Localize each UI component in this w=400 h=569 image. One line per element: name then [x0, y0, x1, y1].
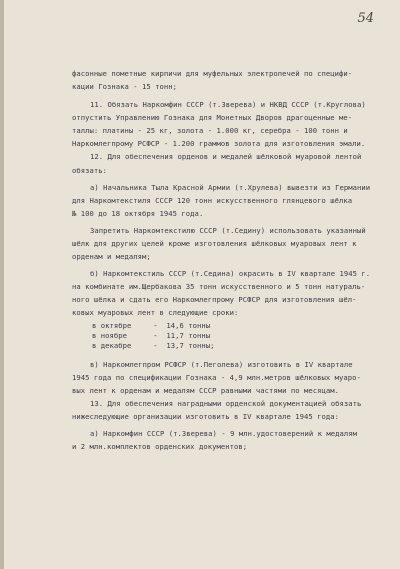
text-line: таллы: платины - 25 кг, золота - 1.000 кг, серебра - 100 тонн и [72, 126, 348, 135]
schedule-row: в октябре - 14,6 тонны [92, 321, 211, 330]
text-line: вых лент к орденам и медалям СССР равными частями по месяцам. [72, 386, 340, 395]
text-line: ного шёлка и сдать его Наркомлегпрому РСФСР для изготовления шёл- [72, 295, 357, 304]
text-line: и 2 млн.комплектов орденских документов; [72, 442, 248, 451]
text-line: ковых муаровых лент в следующие сроки: [72, 308, 239, 317]
text-line: нижеследующие организации изготовить в IV квартале 1945 года: [72, 412, 340, 421]
text-line: шёлк для других целей кроме изготовления шёлковых муаровых лент к [72, 239, 357, 248]
schedule-row: в ноябре - 11,7 тонны [92, 331, 211, 340]
text-line: 1945 года по спецификации Гознака - 4,9 млн.метров шёлковых муаро- [72, 373, 361, 382]
page-edge-shadow [0, 0, 4, 569]
text-line: кации Гознака - 15 тонн; [72, 82, 178, 91]
text-line: отпустить Управлению Гознака для Монетных Дворов драгоценные ме- [72, 113, 353, 122]
text-line: б) Наркомтекстиль СССР (т.Седина) окрасить в IV квартале 1945 г. [90, 269, 371, 278]
text-line: Наркомлегпрому РСФСР - 1.200 граммов золота для изготовления эмали. [72, 139, 366, 148]
text-line: фасонные пометные кирпичи для муфельных электропечей по специфи- [72, 69, 353, 78]
text-line: 13. Для обеспечения наградными орденской документацией обязать [90, 399, 362, 408]
text-line: Запретить Наркомтекстилю СССР (т.Седину) использовать указанный [90, 226, 366, 235]
text-line: 12. Для обеспечения орденов и медалей шёлковой муаровой лентой [90, 152, 362, 161]
text-line: на комбинате им.Щербакова 35 тонн искусственного и 5 тонн натураль- [72, 282, 366, 291]
text-line: № 100 до 18 октября 1945 года. [72, 209, 204, 218]
schedule-row: в декабре - 13,7 тонны; [92, 341, 215, 350]
text-line: для Наркомтекстиля СССР 120 тонн искусственного глянцевого шёлка [72, 196, 353, 205]
text-line: в) Наркомлегпром РСФСР (т.Пеголева) изготовить в IV квартале [90, 360, 353, 369]
text-line: а) Наркомфин СССР (т.Зверева) - 9 млн.удостоверений к медалям [90, 429, 358, 438]
page-number: 54 [357, 11, 374, 26]
text-line: 11. Обязать Наркомфин СССР (т.Зверева) и НКВД СССР (т.Круглова) [90, 100, 366, 109]
text-line: обязать: [72, 166, 108, 175]
text-line: орденам и медалям; [72, 252, 151, 261]
text-line: а) Начальника Тыла Красной Армии (т.Хрулева) вывезти из Германии [90, 183, 371, 192]
